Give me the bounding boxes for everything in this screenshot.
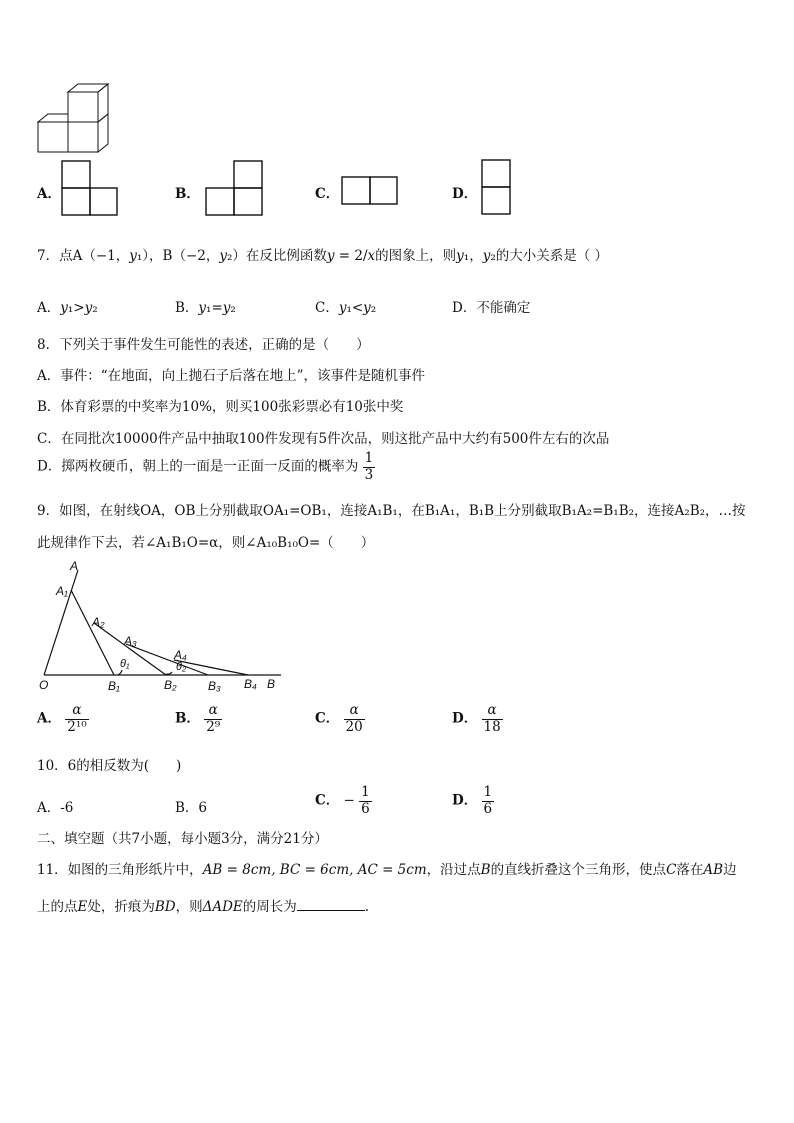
- label-theta2: θ₂: [176, 661, 187, 673]
- q11-text-2e: ，则: [175, 899, 203, 915]
- label-b2: B₂: [164, 678, 177, 692]
- label-a: A: [70, 559, 79, 573]
- q10-option-c-label: C．: [315, 792, 340, 809]
- label-b3: B₃: [208, 679, 221, 693]
- q7-option-a: A．𝑦₁>𝑦₂: [37, 300, 98, 316]
- q11-text-i: 边: [723, 862, 737, 878]
- q11-math-sides: AB = 8cm, BC = 6cm, AC = 5cm: [202, 862, 427, 878]
- q7-option-d: D．不能确定: [452, 300, 531, 316]
- q9-option-a: [37, 704, 89, 734]
- fraction-denominator: 20: [345, 718, 363, 735]
- q9-option-d: [452, 704, 503, 734]
- q9-option-a-label: A．: [37, 710, 61, 727]
- fraction-denominator: 3: [364, 466, 374, 483]
- label-a4: A₄: [174, 648, 187, 662]
- label-a3: A₃: [124, 634, 137, 648]
- fraction-numerator: α: [344, 704, 365, 720]
- q11-answer-blank[interactable]: [297, 898, 365, 911]
- question-11-line-2: [37, 895, 369, 915]
- q6-option-b-label: B．: [175, 186, 200, 202]
- q11-text-2g: 的周长为: [242, 899, 297, 915]
- q9-option-c-fraction: [344, 704, 365, 734]
- label-o: O: [39, 678, 49, 692]
- q6-option-b-view: [205, 160, 263, 216]
- q10-option-d: [452, 786, 494, 816]
- q8-option-c: C．在同批次10000件产品中抽取100件发现有5件次品，则这批产品中大约有500件左右的次品: [37, 431, 610, 447]
- cube-stack-figure: [36, 82, 116, 154]
- question-7-stem: 7．点A（−1，𝑦₁），B（−2，𝑦₂）在反比例函数𝑦 = 2/𝑥的图象上，则𝑦₁，𝑦₂的大小关系是（ ）: [37, 248, 609, 264]
- q9-option-c: [315, 704, 365, 734]
- q8-option-d-text: D．掷两枚硬币，朝上的一面是一正面一反面的概率为: [37, 458, 359, 475]
- section-2-heading: 二、填空题（共7小题，每小题3分，满分21分）: [37, 831, 328, 847]
- label-b4: B₄: [244, 677, 257, 691]
- q9-option-b-label: B．: [175, 710, 200, 727]
- q11-text-e: 的直线折叠这个三角形，使点: [490, 862, 667, 878]
- label-a2: A₂: [92, 615, 105, 629]
- q11-text-2a: 上的点: [37, 899, 78, 915]
- fraction-numerator: α: [65, 704, 88, 720]
- q6-option-c-label: C．: [315, 186, 340, 202]
- q11-text-c: ，沿过点: [426, 862, 481, 878]
- fraction-denominator: 6: [483, 800, 493, 817]
- q6-option-d-view: [481, 159, 511, 216]
- q11-text-g: 落在: [676, 862, 704, 878]
- q7-option-c: C．𝑦₁<𝑦₂: [315, 300, 377, 316]
- q9-option-d-fraction: [482, 704, 503, 734]
- minus-sign: −: [343, 792, 355, 809]
- label-b: B: [267, 677, 276, 691]
- q9-option-a-fraction: [65, 704, 88, 734]
- q11-text-a: 11．如图的三角形纸片中，: [37, 862, 203, 878]
- q8-option-d: [37, 452, 375, 482]
- q9-option-b: [175, 704, 222, 734]
- q11-segment-ab: AB: [703, 862, 724, 878]
- q11-point-e: E: [77, 899, 88, 915]
- fraction-numerator: 1: [364, 450, 374, 466]
- fraction-denominator: 2⁹: [206, 718, 221, 735]
- q8-option-d-fraction: [363, 452, 376, 482]
- fraction-denominator: 6: [361, 800, 370, 817]
- q8-option-a: A．事件：“在地面，向上抛石子后落在地上”，该事件是随机事件: [37, 368, 426, 384]
- fraction-numerator: α: [482, 704, 503, 720]
- q10-option-a: A．-6: [37, 800, 74, 816]
- q10-option-c: [315, 786, 372, 816]
- q7-option-b: B．𝑦₁=𝑦₂: [175, 300, 236, 316]
- fraction-numerator: 1: [483, 784, 493, 800]
- angle-construction-figure: [36, 560, 286, 695]
- question-9-line-2: 此规律作下去，若∠A₁B₁O=α，则∠A₁₀B₁₀O=（ ）: [37, 535, 375, 551]
- q10-option-c-fraction: [359, 786, 372, 816]
- question-9-line-1: 9．如图，在射线OA，OB上分别截取OA₁=OB₁，连接A₁B₁，在B₁A₁，B₁B上分别截取B₁A₂=B₁B₂，连接A₂B₂，…按: [37, 503, 746, 519]
- q11-period: .: [364, 899, 370, 915]
- label-b1: B₁: [108, 679, 120, 693]
- fraction-denominator: 2¹⁰: [67, 718, 87, 735]
- q9-option-b-fraction: [204, 704, 222, 734]
- q11-point-b: B: [480, 862, 491, 878]
- q6-option-a-label: A．: [37, 186, 61, 202]
- question-11-line-1: [37, 858, 737, 878]
- fraction-numerator: α: [204, 704, 222, 720]
- fraction-denominator: 18: [483, 718, 501, 735]
- question-8-stem: 8．下列关于事件发生可能性的表述，正确的是（ ）: [37, 337, 370, 353]
- question-10-stem: 10．6的相反数为( ): [37, 758, 182, 774]
- q8-option-b: B．体育彩票的中奖率为10%，则买100张彩票必有10张中奖: [37, 399, 404, 415]
- q6-option-c-view: [341, 176, 399, 206]
- q6-option-d-label: D．: [452, 186, 478, 202]
- q11-crease-bd: BD: [154, 899, 176, 915]
- q11-triangle-ade: ΔADE: [202, 899, 243, 915]
- q10-option-b: B．6: [175, 800, 208, 816]
- label-theta1: θ₁: [120, 658, 130, 670]
- q11-point-c: C: [666, 862, 677, 878]
- q10-option-d-label: D．: [452, 792, 478, 809]
- q11-text-2c: 处，折痕为: [87, 899, 155, 915]
- q6-option-a-view: [61, 160, 119, 216]
- q10-option-d-fraction: [482, 786, 495, 816]
- q9-option-d-label: D．: [452, 710, 478, 727]
- label-a1: A₁: [56, 584, 68, 598]
- fraction-numerator: 1: [361, 784, 370, 800]
- q9-option-c-label: C．: [315, 710, 340, 727]
